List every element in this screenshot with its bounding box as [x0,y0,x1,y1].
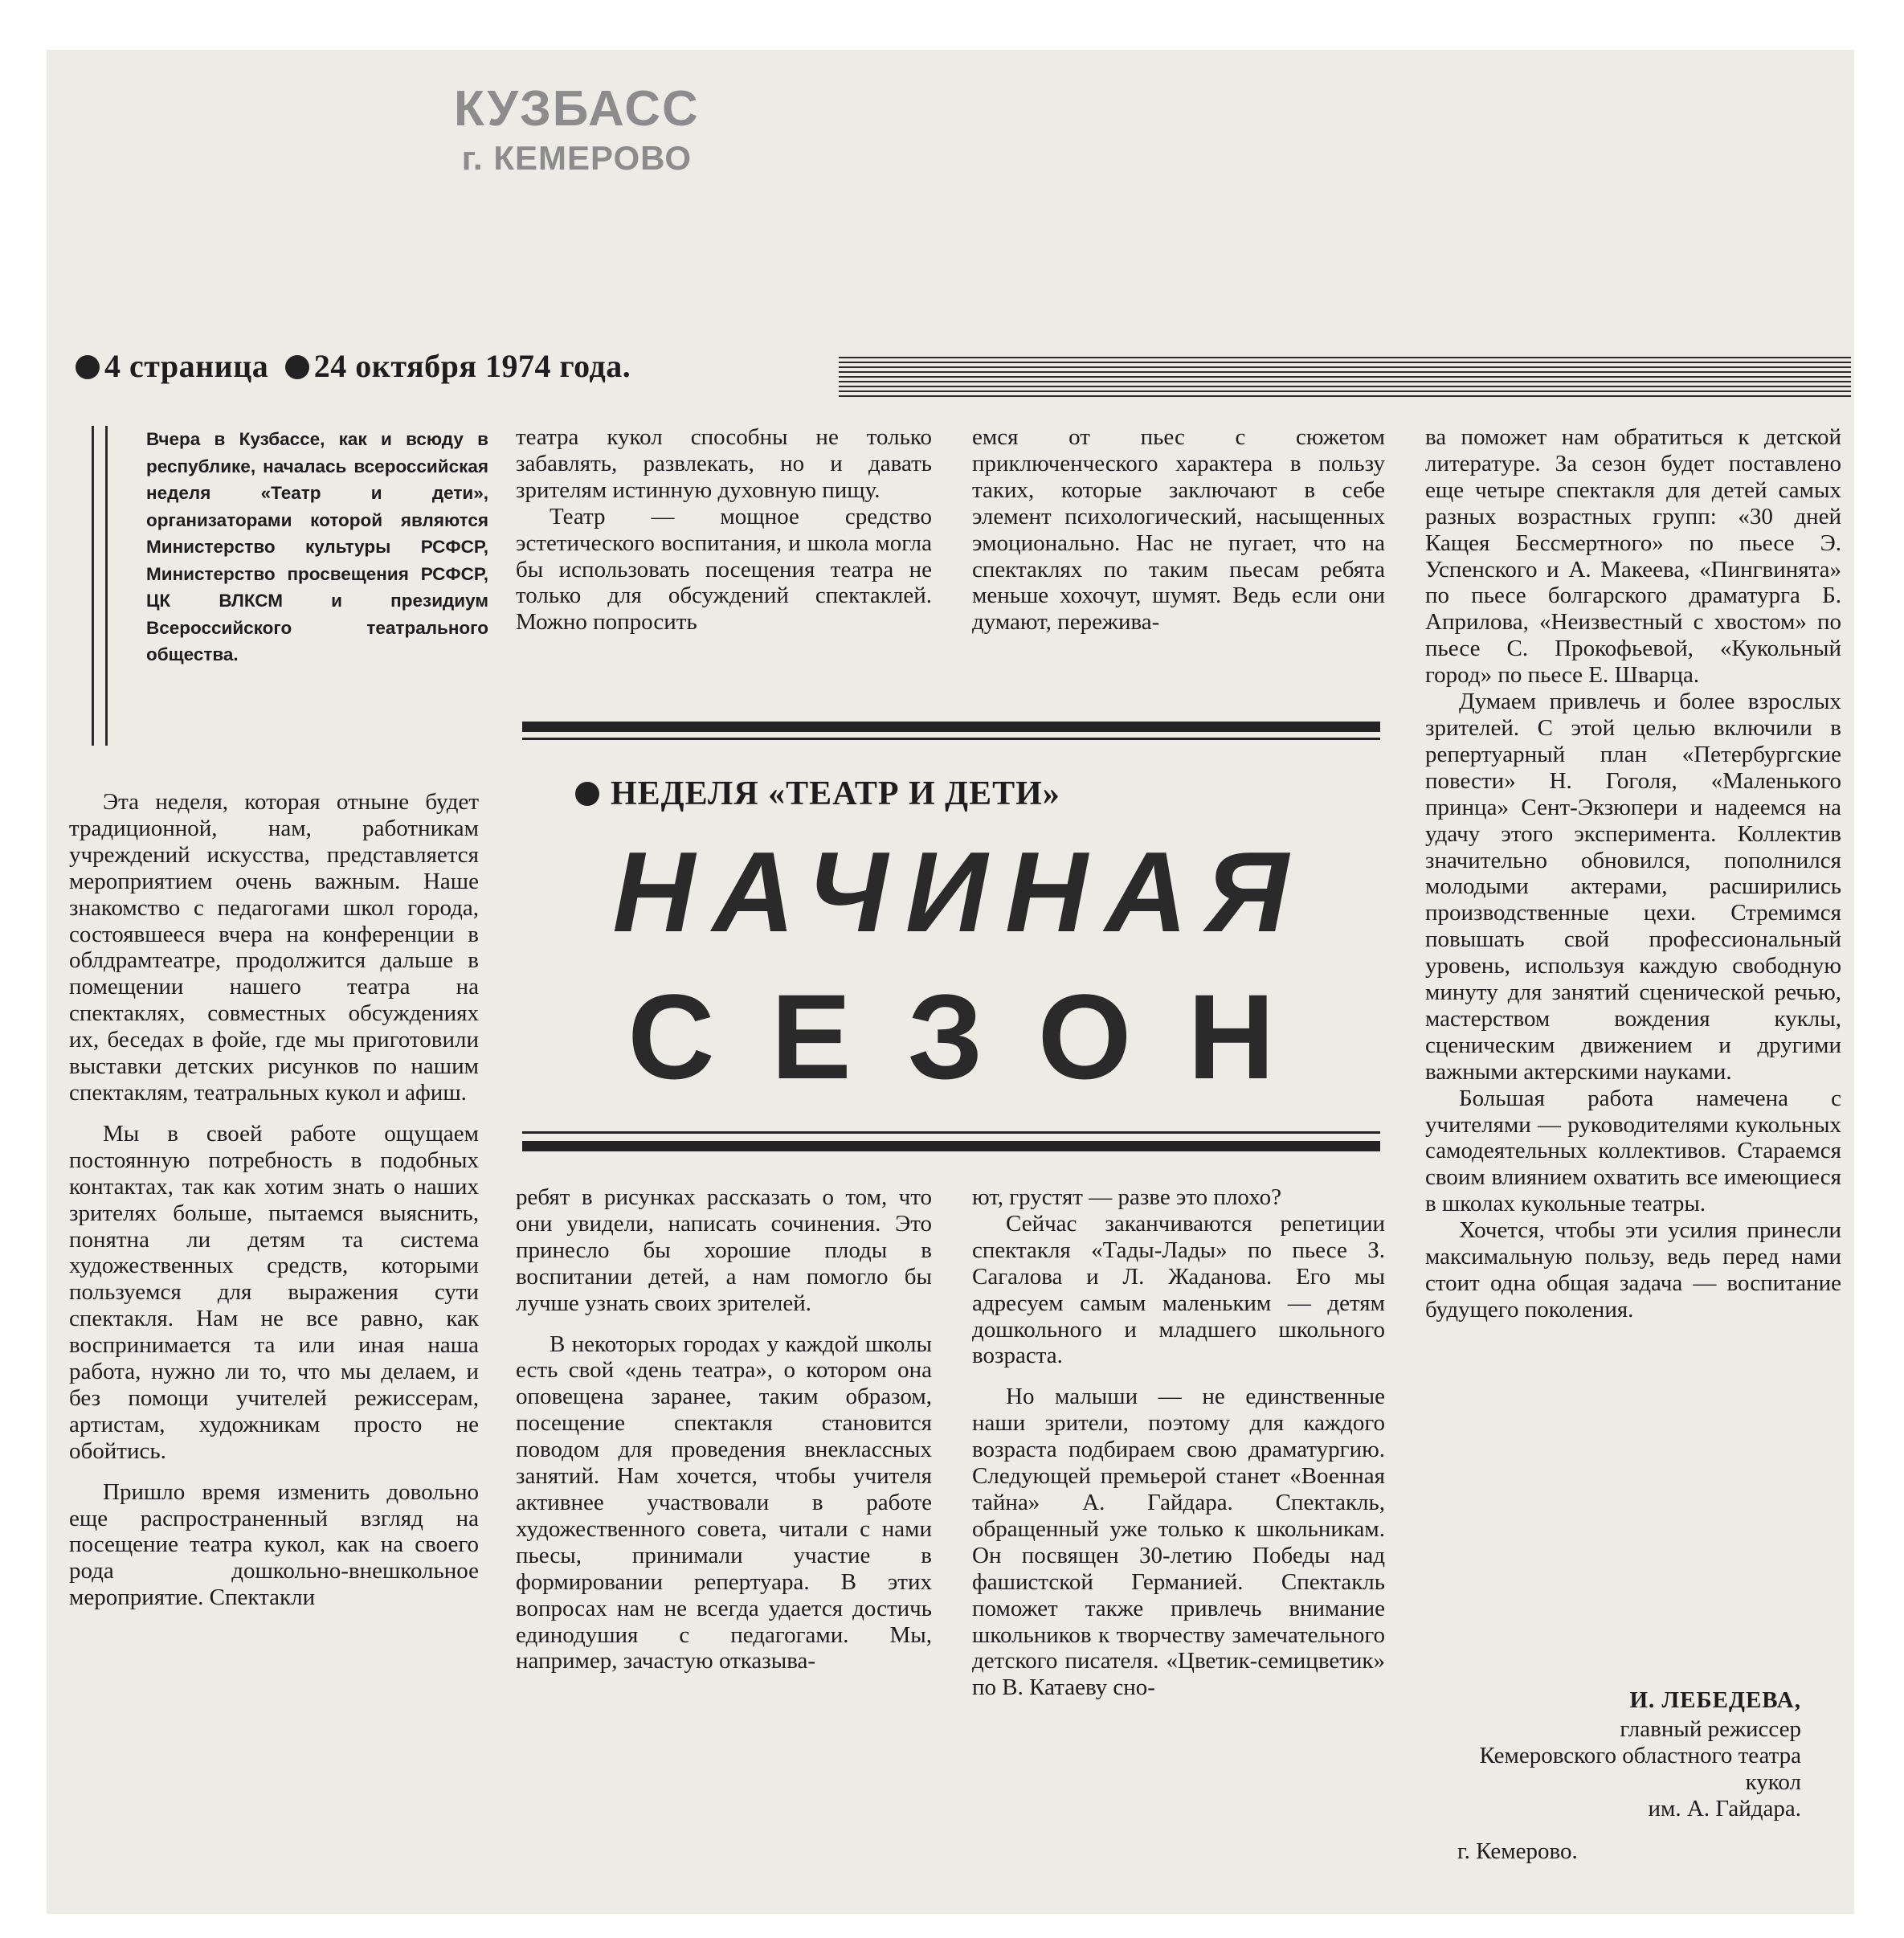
author-role: главный режиссер Кемеровского областного театра кукол им. А. Гайдара. [1479,1716,1801,1821]
paragraph: ва поможет нам обратиться к детской литературе. За сезон будет поставлено еще четыре спектакля для детей самых разных возрастных групп: «30 дней Кащея Бессмертного» по пьесе Э. Успенского и А. Макеева, «Пингвинята» по пьесе болгарского драматурга Б. Априлова, «Неизвестный с хвостом» по пьесе С. Прокофьевой, «Кукольный город» по пьесе Е. Шварца. [1425,424,1841,689]
masthead-paper: КУЗБАСС [454,81,700,137]
rule [522,1131,1380,1134]
bullet-icon [285,355,309,379]
rule [522,722,1380,732]
rule [522,738,1380,740]
article-column-3-top [972,424,1385,650]
masthead-city: г. КЕМЕРОВО [461,139,693,177]
paragraph: Пришло время изменить довольно еще распространенный взгляд на посещение театра кукол, как на своего рода дошкольно-внешкольное мероприятие. Спектакли [69,1478,479,1611]
author-name: И. ЛЕБЕДЕВА, [1629,1687,1801,1713]
hatched-rule [839,357,1851,397]
paragraph: Театр — мощное средство эстетического воспитания, и школа могла бы использовать посещения театра не только для обсуждений спектаклей. Можно попросить [516,503,932,636]
paragraph: Большая работа намечена с учителями — руководителями кукольных самодеятельных коллективов. Стараемся своим влиянием охватить все имеющиеся в школах кукольные театры. [1425,1085,1841,1217]
paragraph: Сейчас заканчиваются репетиции спектакля «Тады-Лады» по пьесе З. Сагалова и Л. Жаданова. Его мы адресуем самым маленьким — детям дошкольного и младшего школьного возраста. [972,1210,1385,1369]
paragraph: Думаем привлечь и более взрослых зрителей. С этой целью включили в репертуарный план «Петербургские повести» Н. Гоголя, «Маленького принца» Сент-Экзюпери и надеемся на удачу этого эксперимента. Коллектив значительно обновился, пополнился молодыми актерами, расширились производственные цехи. Стремимся повышать свой профессиональный уровень, используя каждую свободную минуту для занятий сценической речью, мастерством вождения куклы, сценическим движением и другими важными актерскими науками. [1425,689,1841,1085]
paragraph: Мы в своей работе ощущаем постоянную потребность в подобных контактах, так как хотим знать о наших зрителях больше, пытаемся выяснить, понятна ли детям та система художественных средств, которыми пользуемся для выражения сути спектакля. Нам не все равно, как воспринимается та или иная наша работа, нужно ли то, что мы делаем, и без помощи учителей режиссерам, артистам, художникам просто не обойтись. [69,1120,479,1464]
article-column-2-bottom [516,1184,932,1689]
paragraph: театра кукол способны не только забавлять, развлекать, но и давать зрителям истинную духовную пищу. [516,424,932,503]
bullet-icon [575,782,599,806]
author-city: г. Кемерово. [1457,1838,1578,1864]
headline-block [522,722,1380,1162]
paragraph: ребят в рисунках рассказать о том, что они увидели, написать сочинения. Это принесло бы хорошие плоды в воспитании детей, а нам помогло бы лучше узнать своих зрителей. [516,1184,932,1316]
page-number: 4 страница [104,348,269,384]
lead-paragraph: Вчера в Кузбассе, как и всюду в республике, началась всероссийская неделя «Театр и дети», организаторами которой являются Министерство культуры РСФСР, Министерство просвещения РСФСР, ЦК ВЛКСМ и президиум Всероссийского театрального общества. [146,429,488,664]
article-column-4 [1425,424,1841,1338]
dateline [76,347,631,385]
paragraph: емся от пьес с сюжетом приключенческого характера в пользу таких, которые заключают в себе элемент психологический, насыщенных эмоционально. Нас не пугает, что на спектаклях по таким пьесам ребята меньше хохочут, шумят. Ведь если они думают, пережива- [972,424,1385,636]
article-column-2-top [516,424,932,650]
paragraph: Эта неделя, которая отныне будет традиционной, нам, работникам учреждений искусства, представляется мероприятием очень важным. Наше знакомство с педагогами школ города, состоявшееся вчера на конференции в облдрамтеатре, продолжится дальше в помещении нашего театра на спектаклях, совместных обсуждениях их, беседах в фойе, где мы приготовили выставки детских рисунков по нашим спектаклям, театральных кукол и афиш. [69,789,479,1106]
rule [522,1141,1380,1151]
headline-line-1: НАЧИНАЯ [612,828,1306,956]
paragraph: Но малыши — не единственные наши зрители, поэтому для каждого возраста подбираем свою драматургию. Следующей премьерой станет «Военная тайна» А. Гайдара. Спектакль, обращенный уже только к школьникам. Он посвящен 30-летию Победы над фашистской Германией. Спектакль поможет также привлечь внимание школьников к творчеству замечательного детского писателя. «Цветик-семицветик» по В. Катаеву сно- [972,1384,1385,1701]
headline-kicker: НЕДЕЛЯ «ТЕАТР И ДЕТИ» [575,775,1060,813]
paragraph: В некоторых городах у каждой школы есть свой «день театра», о котором она оповещена заранее, таким образом, посещение спектакля становится поводом для проведения внеклассных занятий. Нам хочется, чтобы учителя активнее участвовали в работе художественного совета, читали с нами пьесы, принимали участие в формировании репертуара. В этих вопросах нам не всегда удается достичь единодушия с педагогами. Мы, например, зачастую отказыва- [516,1331,932,1674]
masthead-stamp [454,80,700,178]
article-column-1 [69,789,479,1625]
lead-side-rules [92,426,108,746]
bullet-icon [76,355,100,379]
issue-date: 24 октября 1974 года. [313,348,631,384]
paragraph: Хочется, чтобы эти усилия принесли максимальную пользу, ведь перед нами стоит одна общая задача — воспитание будущего поколения. [1425,1217,1841,1323]
paragraph: ют, грустят — разве это плохо? [972,1184,1281,1210]
lead-paragraph-box [92,426,489,755]
article-column-3-bottom [972,1184,1385,1715]
headline-line-2: СЕЗОН [627,969,1331,1104]
